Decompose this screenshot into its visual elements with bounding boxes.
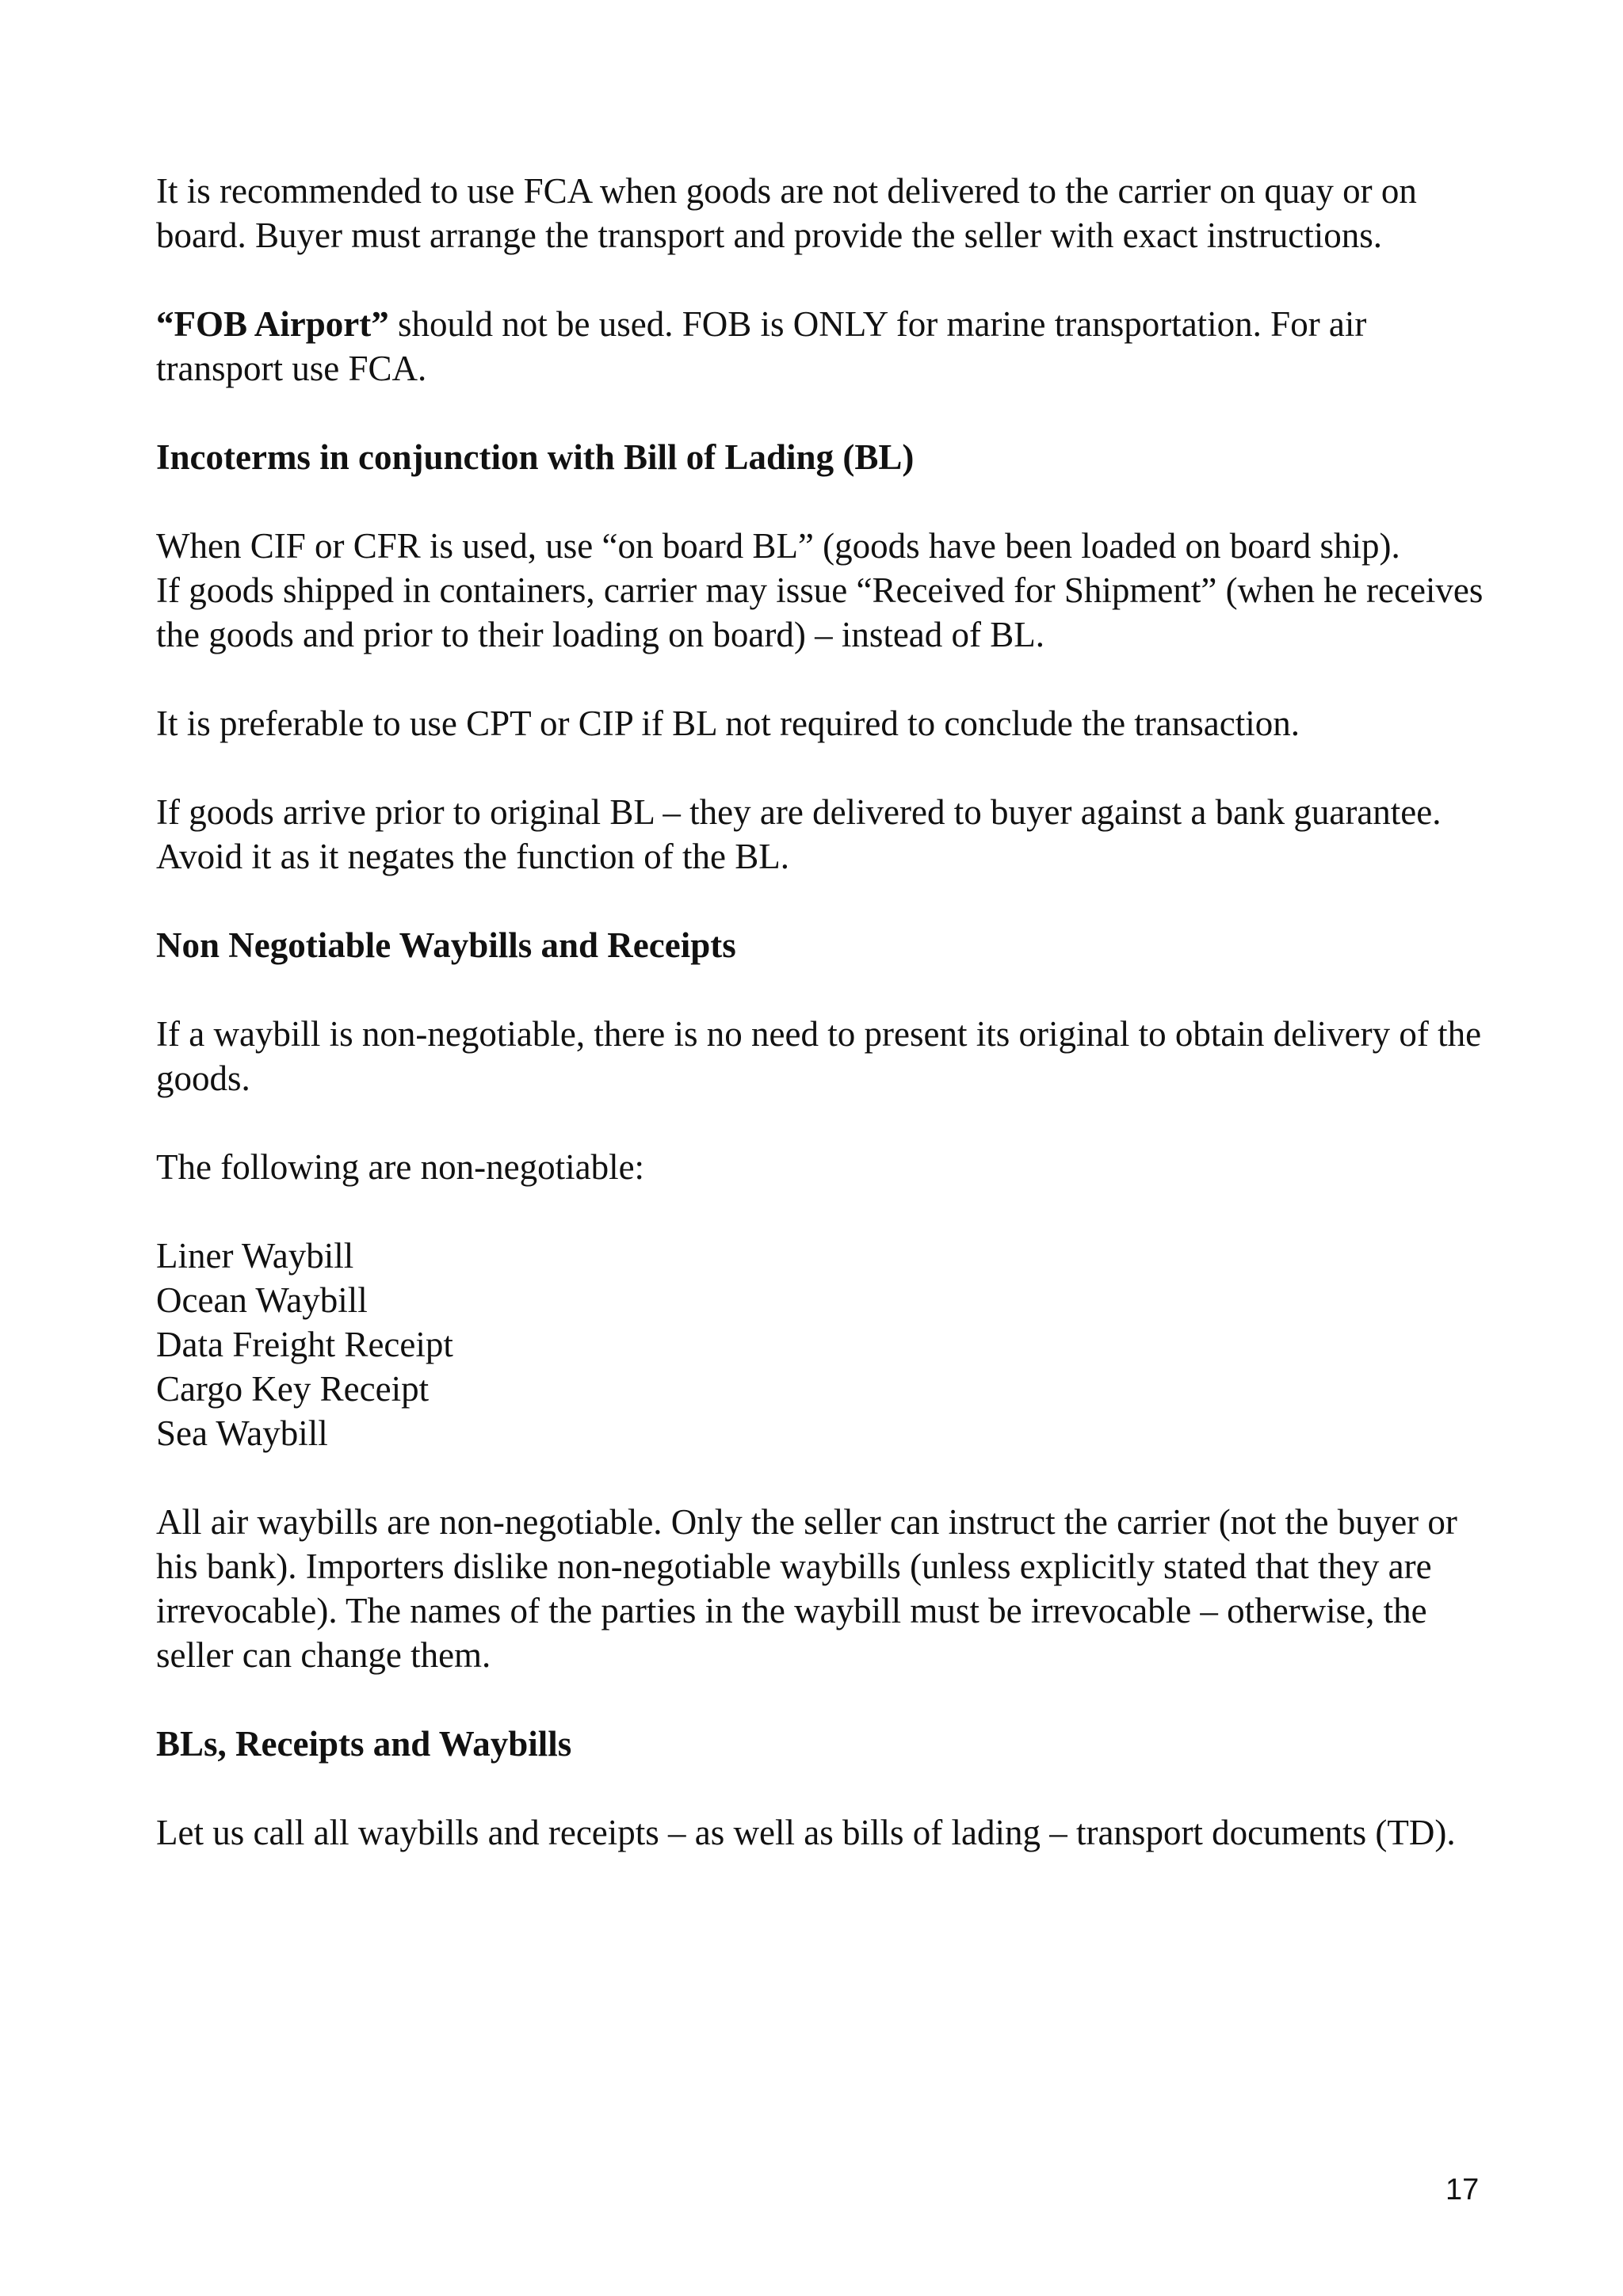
list-item: Sea Waybill bbox=[156, 1413, 328, 1453]
list-item: Cargo Key Receipt bbox=[156, 1369, 430, 1409]
paragraph-waybill: If a waybill is non-negotiable, there is no need to present its original to obtain delivery of the goods. bbox=[156, 1014, 1482, 1098]
paragraph-cpt-cip: It is preferable to use CPT or CIP if BL not required to conclude the transaction. bbox=[156, 704, 1300, 743]
list-item: Ocean Waybill bbox=[156, 1280, 368, 1320]
heading-non-negotiable: Non Negotiable Waybills and Receipts bbox=[156, 925, 736, 965]
paragraph-transport-documents: Let us call all waybills and receipts – as well as bills of lading – transport documents (TD). bbox=[156, 1813, 1456, 1852]
paragraph-cif-cfr: When CIF or CFR is used, use “on board BL” (goods have been loaded on board ship). bbox=[156, 526, 1400, 566]
paragraph-air-waybills: All air waybills are non-negotiable. Only the seller can instruct the carrier (not the buyer or his bank). Importers dislike non-negotiable waybills (unless explicitly stated that they are irrevocable). The names of the parties in the waybill must be irrevocable – otherwise, the seller can change them. bbox=[156, 1502, 1457, 1675]
fob-airport-term: “FOB Airport” bbox=[156, 304, 389, 344]
paragraph-fob bbox=[156, 302, 1487, 391]
page-content bbox=[156, 169, 1487, 1899]
list-item: Liner Waybill bbox=[156, 1236, 354, 1276]
page-number: 17 bbox=[1445, 2173, 1480, 2206]
paragraph-following: The following are non-negotiable: bbox=[156, 1147, 645, 1187]
paragraph-goods-arrive: If goods arrive prior to original BL – they are delivered to buyer against a bank guarantee. Avoid it as it negates the function of the BL. bbox=[156, 792, 1442, 876]
heading-incoterms-bl: Incoterms in conjunction with Bill of Lading (BL) bbox=[156, 437, 915, 477]
paragraph-fca: It is recommended to use FCA when goods are not delivered to the carrier on quay or on board. Buyer must arrange the transport and provide the seller with exact instructions. bbox=[156, 171, 1417, 255]
paragraph-fob-text: should not be used. FOB is ONLY for marine transportation. For air transport use FCA. bbox=[156, 304, 1367, 388]
paragraph-containers: If goods shipped in containers, carrier may issue “Received for Shipment” (when he receives the goods and prior to their loading on board) – instead of BL. bbox=[156, 570, 1484, 654]
list-item: Data Freight Receipt bbox=[156, 1325, 453, 1364]
non-negotiable-list bbox=[156, 1234, 1487, 1455]
heading-bls-receipts: BLs, Receipts and Waybills bbox=[156, 1724, 572, 1764]
